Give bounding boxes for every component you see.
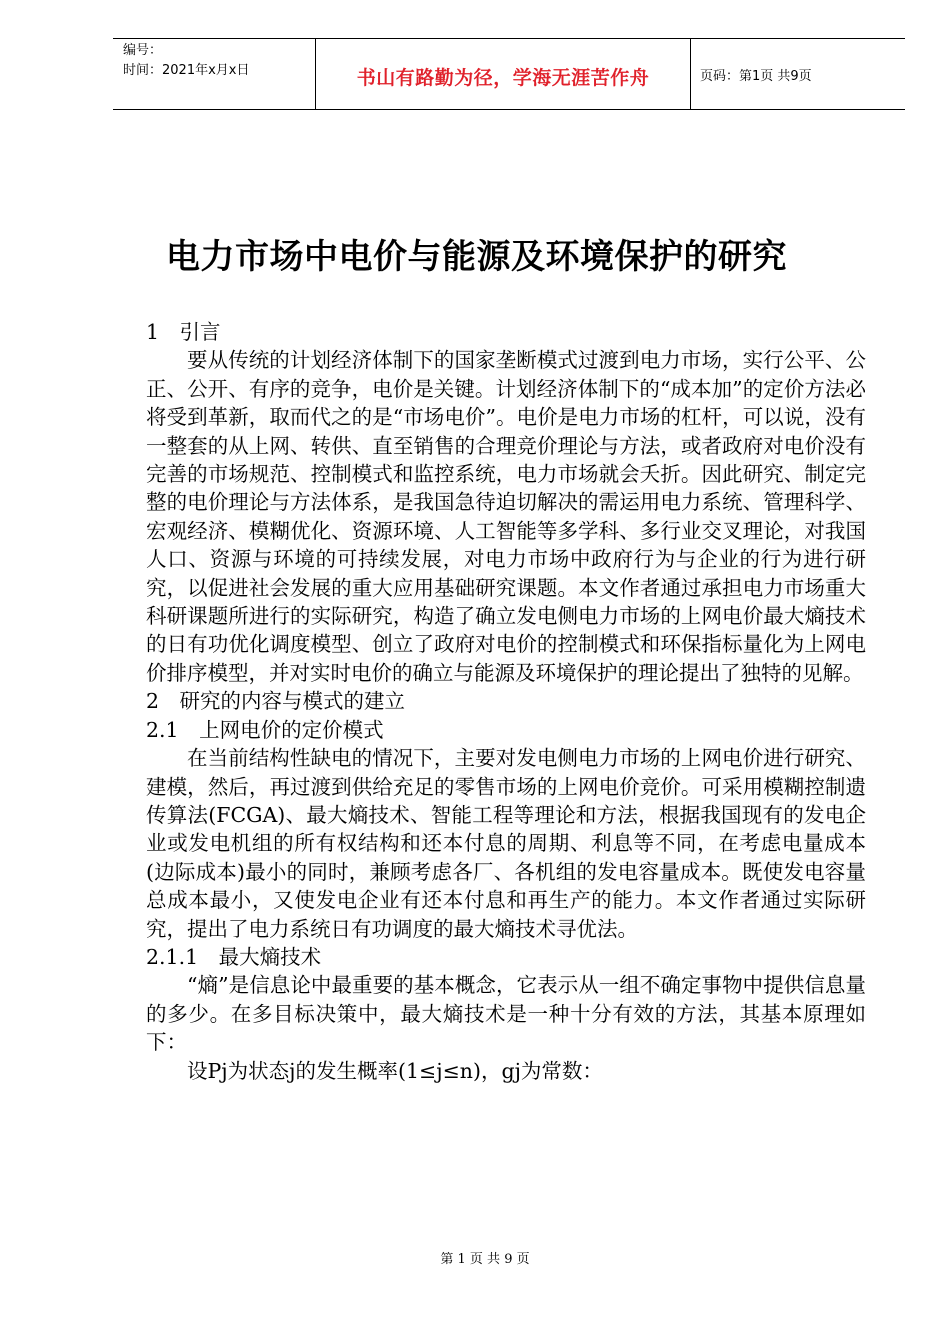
section-2-1-1-paragraph: “熵”是信息论中最重要的基本概念，它表示从一组不确定事物中提供信息量的多少。在多目标决策中，最大熵技术是一种十分有效的方法，其基本原理如下： bbox=[146, 973, 866, 1055]
section-1-heading: 1 引言 bbox=[146, 320, 221, 344]
section-2-1-paragraph: 在当前结构性缺电的情况下，主要对发电侧电力市场的上网电价进行研究、建模，然后，再过渡到供给充足的零售市场的上网电价竞价。可采用模糊控制遗传算法(FCGA)、最大熵技术、智能工程等理论和方法，根据我国现有的发电企业或发电机组的所有权结构和还本付息的周期、利息等不同，在考虑电量成本(边际成本)最小的同时，兼顾考虑各厂、各机组的发电容量成本。既使发电容量总成本最小，又使发电企业有还本付息和再生产的能力。本文作者通过实际研究，提出了电力系统日有功调度的最大熵技术寻优法。 bbox=[146, 746, 866, 941]
header-page-cell bbox=[690, 39, 905, 109]
section-2-heading: 2 研究的内容与模式的建立 bbox=[146, 689, 406, 714]
document-title: 电力市场中电价与能源及环境保护的研究 bbox=[166, 237, 787, 277]
number-label: 编号： bbox=[123, 43, 163, 58]
document-body bbox=[146, 318, 866, 1085]
motto-text: 书山有路勤为径，学海无涯苦作舟 bbox=[356, 67, 650, 89]
section-1-paragraph: 要从传统的计划经济体制下的国家垄断模式过渡到电力市场，实行公平、公正、公开、有序的竞争，电价是关键。计划经济体制下的“成本加”的定价方法必将受到革新，取而代之的是“市场电价”。电价是电力市场的杠杆，可以说，没有一整套的从上网、转供、直至销售的合理竞价理论与方法，或者政府对电价没有完善的市场规范、控制模式和监控系统，电力市场就会夭折。因此研究、制定完整的电价理论与方法体系，是我国急待迫切解决的需运用电力系统、管理科学、宏观经济、模糊优化、资源环境、人工智能等多学科、多行业交叉理论，对我国人口、资源与环境的可持续发展，对电力市场中政府行为与企业的行为进行研究，以促进社会发展的重大应用基础研究课题。本文作者通过承担电力市场重大科研课题所进行的实际研究，构造了确立发电侧电力市场的上网电价最大熵技术的日有功优化调度模型、创立了政府对电价的控制模式和环保指标量化为上网电价排序模型，并对实时电价的确立与能源及环境保护的理论提出了独特的见解。 bbox=[146, 348, 866, 685]
header-meta-cell bbox=[113, 39, 315, 109]
time-label: 时间：2021年x月x日 bbox=[123, 63, 250, 78]
section-2-1-heading: 2.1 上网电价的定价模式 bbox=[146, 717, 384, 742]
section-2-1-1-heading: 2.1.1 最大熵技术 bbox=[146, 944, 322, 969]
page-footer: 第 1 页 共 9 页 bbox=[440, 1252, 530, 1267]
header-motto-cell bbox=[315, 39, 691, 109]
page-info: 页码：第1页 共9页 bbox=[700, 69, 812, 84]
section-2-1-1-formula-line: 设Pj为状态j的发生概率(1≤j≤n)，gj为常数： bbox=[187, 1058, 603, 1083]
header-table bbox=[113, 38, 905, 110]
